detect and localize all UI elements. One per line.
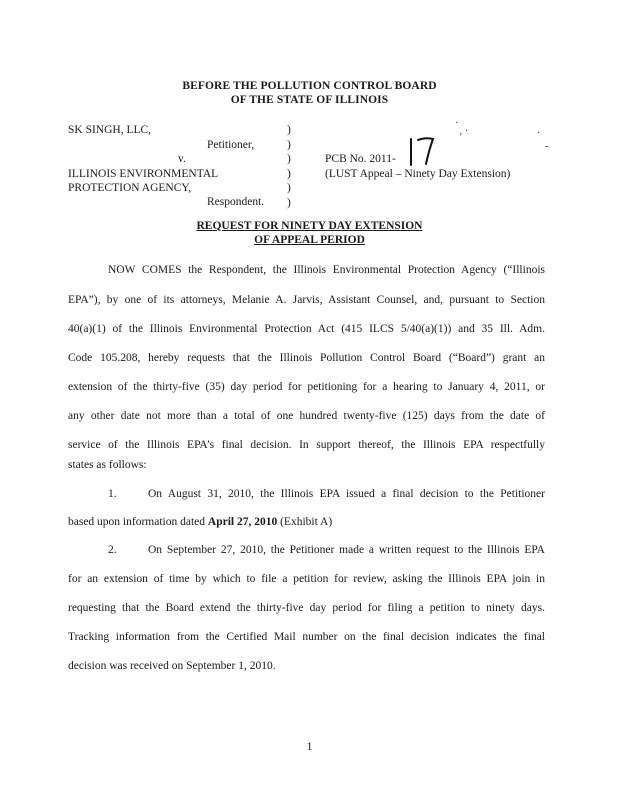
petitioner-role: Petitioner, bbox=[207, 139, 255, 151]
paragraph-number: 2. bbox=[108, 544, 117, 556]
caption-parens bbox=[287, 123, 291, 210]
intro-line: extension of the thirty-five (35) day period for petitioning for a hearing to January 4, 2011, or bbox=[68, 381, 545, 393]
paragraph-2-line: requesting that the Board extend the thirty-five day period for filing a petition to ninety days. bbox=[68, 602, 545, 614]
paren: ) bbox=[287, 182, 291, 194]
paragraph-number: 1. bbox=[108, 488, 117, 500]
page-number: 1 bbox=[306, 741, 313, 753]
intro-line: 40(a)(1) of the Illinois Environmental Protection Act (415 ILCS 5/40(a)(1)) and 35 Ill. Adm. bbox=[68, 323, 545, 335]
versus-label: v. bbox=[178, 153, 186, 165]
paragraph-2-line: decision was received on September 1, 2010. bbox=[68, 660, 276, 672]
paragraph-1-line1 bbox=[108, 487, 545, 501]
case-number: PCB No. 2011- bbox=[325, 153, 396, 165]
paragraph-2-line: Tracking information from the Certified Mail number on the final decision indicates the final bbox=[68, 631, 545, 643]
stray-mark: - bbox=[545, 141, 549, 152]
handwritten-case-number bbox=[406, 134, 436, 168]
paragraph-2-line: for an extension of time by which to file a petition for review, asking the Illinois EPA join in bbox=[68, 573, 545, 585]
stray-mark: ‚ · bbox=[459, 126, 469, 137]
paren: ) bbox=[287, 196, 291, 209]
stray-mark: · bbox=[537, 128, 541, 139]
respondent-role: Respondent. bbox=[207, 196, 265, 208]
paren: ) bbox=[287, 124, 291, 136]
intro-line: EPA”), by one of its attorneys, Melanie A. Jarvis, Assistant Counsel, and, pursuant to Section bbox=[68, 294, 545, 306]
case-type: (LUST Appeal – Ninety Day Extension) bbox=[325, 168, 511, 180]
paragraph-text: On August 31, 2010, the Illinois EPA issued a final decision to the Petitioner bbox=[148, 488, 545, 500]
intro-line: any other date not more than a total of one hundred twenty-five (125) days from the date of bbox=[68, 410, 545, 422]
stray-mark: · bbox=[455, 118, 459, 129]
date-bold: April 27, 2010 bbox=[207, 516, 278, 528]
state-heading: OF THE STATE OF ILLINOIS bbox=[230, 94, 389, 106]
paren: ) bbox=[287, 138, 291, 151]
petitioner-name: SK SINGH, LLC, bbox=[68, 124, 152, 136]
document-title-line1: REQUEST FOR NINETY DAY EXTENSION bbox=[196, 220, 423, 232]
intro-line: states as follows: bbox=[68, 459, 147, 471]
intro-line: Code 105.208, hereby requests that the Illinois Pollution Control Board (“Board”) grant an bbox=[68, 352, 545, 364]
respondent-name-line2: PROTECTION AGENCY, bbox=[68, 182, 192, 194]
document-title-line2: OF APPEAL PERIOD bbox=[254, 234, 365, 246]
paren: ) bbox=[287, 153, 291, 165]
paragraph-text: On September 27, 2010, the Petitioner made a written request to the Illinois EPA bbox=[148, 544, 545, 556]
paragraph-1-line2: based upon information dated April 27, 2010 (Exhibit A) bbox=[68, 516, 333, 528]
paren: ) bbox=[287, 167, 291, 180]
intro-line: NOW COMES the Respondent, the Illinois Environmental Protection Agency (“Illinois bbox=[108, 264, 545, 276]
paragraph-2-line1 bbox=[108, 543, 545, 557]
intro-line: service of the Illinois EPA’s final decision. In support thereof, the Illinois EPA respectfully bbox=[68, 439, 545, 451]
board-heading: BEFORE THE POLLUTION CONTROL BOARD bbox=[182, 80, 437, 92]
respondent-name-line1: ILLINOIS ENVIRONMENTAL bbox=[68, 168, 219, 180]
